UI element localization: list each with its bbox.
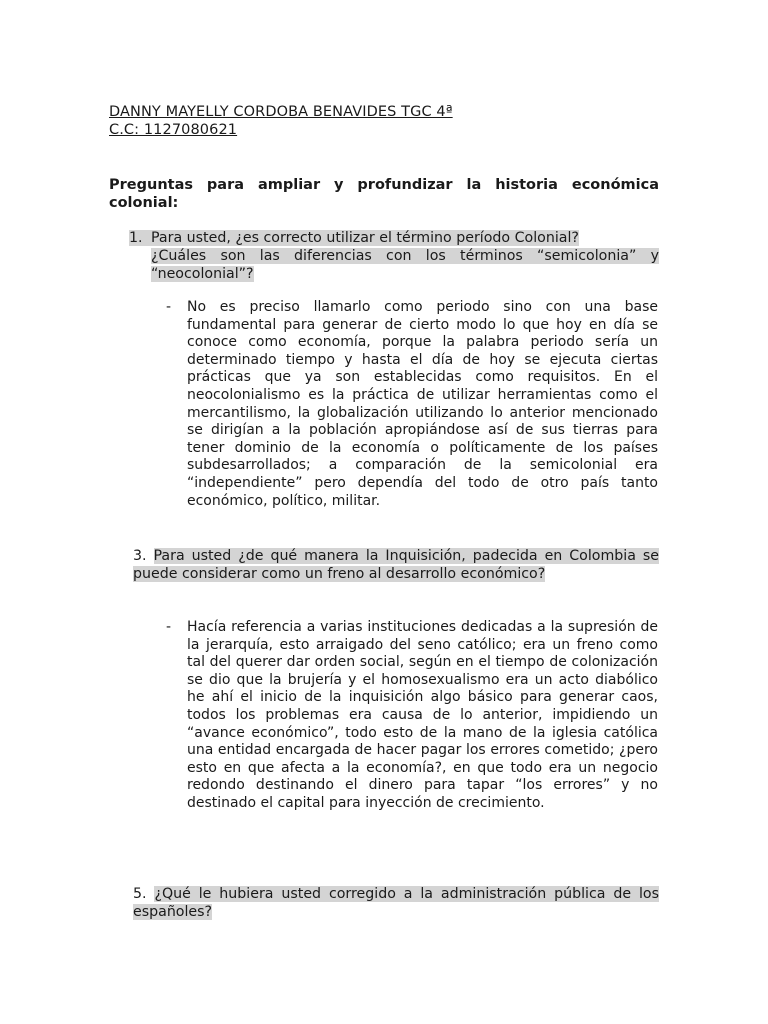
question-number: 1. — [129, 230, 143, 246]
question-5 — [133, 885, 659, 921]
question-text-line: Para usted, ¿es correcto utilizar el término período Colonial? — [151, 230, 579, 246]
answer-text: No es preciso llamarlo como periodo sino con una base fundamental para generar de cierto modo lo que hoy en día se conoce como economía, porque la palabra periodo sería un determinado tiempo y hasta el día de hoy se ejecuta ciertas prácticas que ya son establecidas como requisitos. En el neocolonialismo es la práctica de utilizar herramientas como el mercantilismo, la globalización utilizando lo anterior mencionado se dirigían a la población apropiándose así de sus tierras para tener dominio de la economía o políticamente de los países subdesarrollados; a comparación de la semicolonial era “independiente” pero dependía del todo de otro país tanto económico, político, militar. — [187, 299, 658, 509]
section-title: Preguntas para ampliar y profundizar la historia económica colonial: — [109, 177, 659, 211]
question-1 — [129, 229, 659, 283]
question-number: 5. — [133, 886, 147, 902]
answer-text: Hacía referencia a varias instituciones dedicadas a la supresión de la jerarquía, esto arraigado del seno católico; era un freno como tal del querer dar orden social, según en el tiempo de colonización se dio que la brujería y el homosexualismo era un acto diabólico he ahí el inicio de la inquisición algo básico para generar caos, todos los problemas era causa de lo anterior, impidiendo un “avance económico”, todo esto de la mano de la iglesia católica una entidad encargada de hacer pagar los errores cometido; ¿pero esto en que afecta a la economía?, en que todo era un negocio redondo destinando el dinero para tapar “los errores” y no destinado el capital para inyección de crecimiento. — [187, 619, 658, 811]
author-name-line: DANNY MAYELLY CORDOBA BENAVIDES TGC 4ª — [109, 104, 453, 120]
question-text: Para usted ¿de qué manera la Inquisición, padecida en Colombia se puede considerar como un freno al desarrollo económico? — [133, 548, 659, 582]
question-text: ¿Qué le hubiera usted corregido a la administración pública de los españoles? — [133, 886, 659, 920]
question-text-line: “neocolonial”? — [151, 266, 254, 282]
bullet-dash: - — [166, 299, 172, 315]
answer-3 — [166, 619, 658, 813]
answer-1 — [166, 299, 658, 510]
id-number-line: C.C: 1127080621 — [109, 122, 238, 138]
question-3 — [133, 547, 659, 583]
question-number: 3. — [133, 548, 147, 564]
question-text-line: ¿Cuáles son las diferencias con los términos “semicolonia” y — [151, 248, 659, 264]
bullet-dash: - — [166, 619, 172, 635]
